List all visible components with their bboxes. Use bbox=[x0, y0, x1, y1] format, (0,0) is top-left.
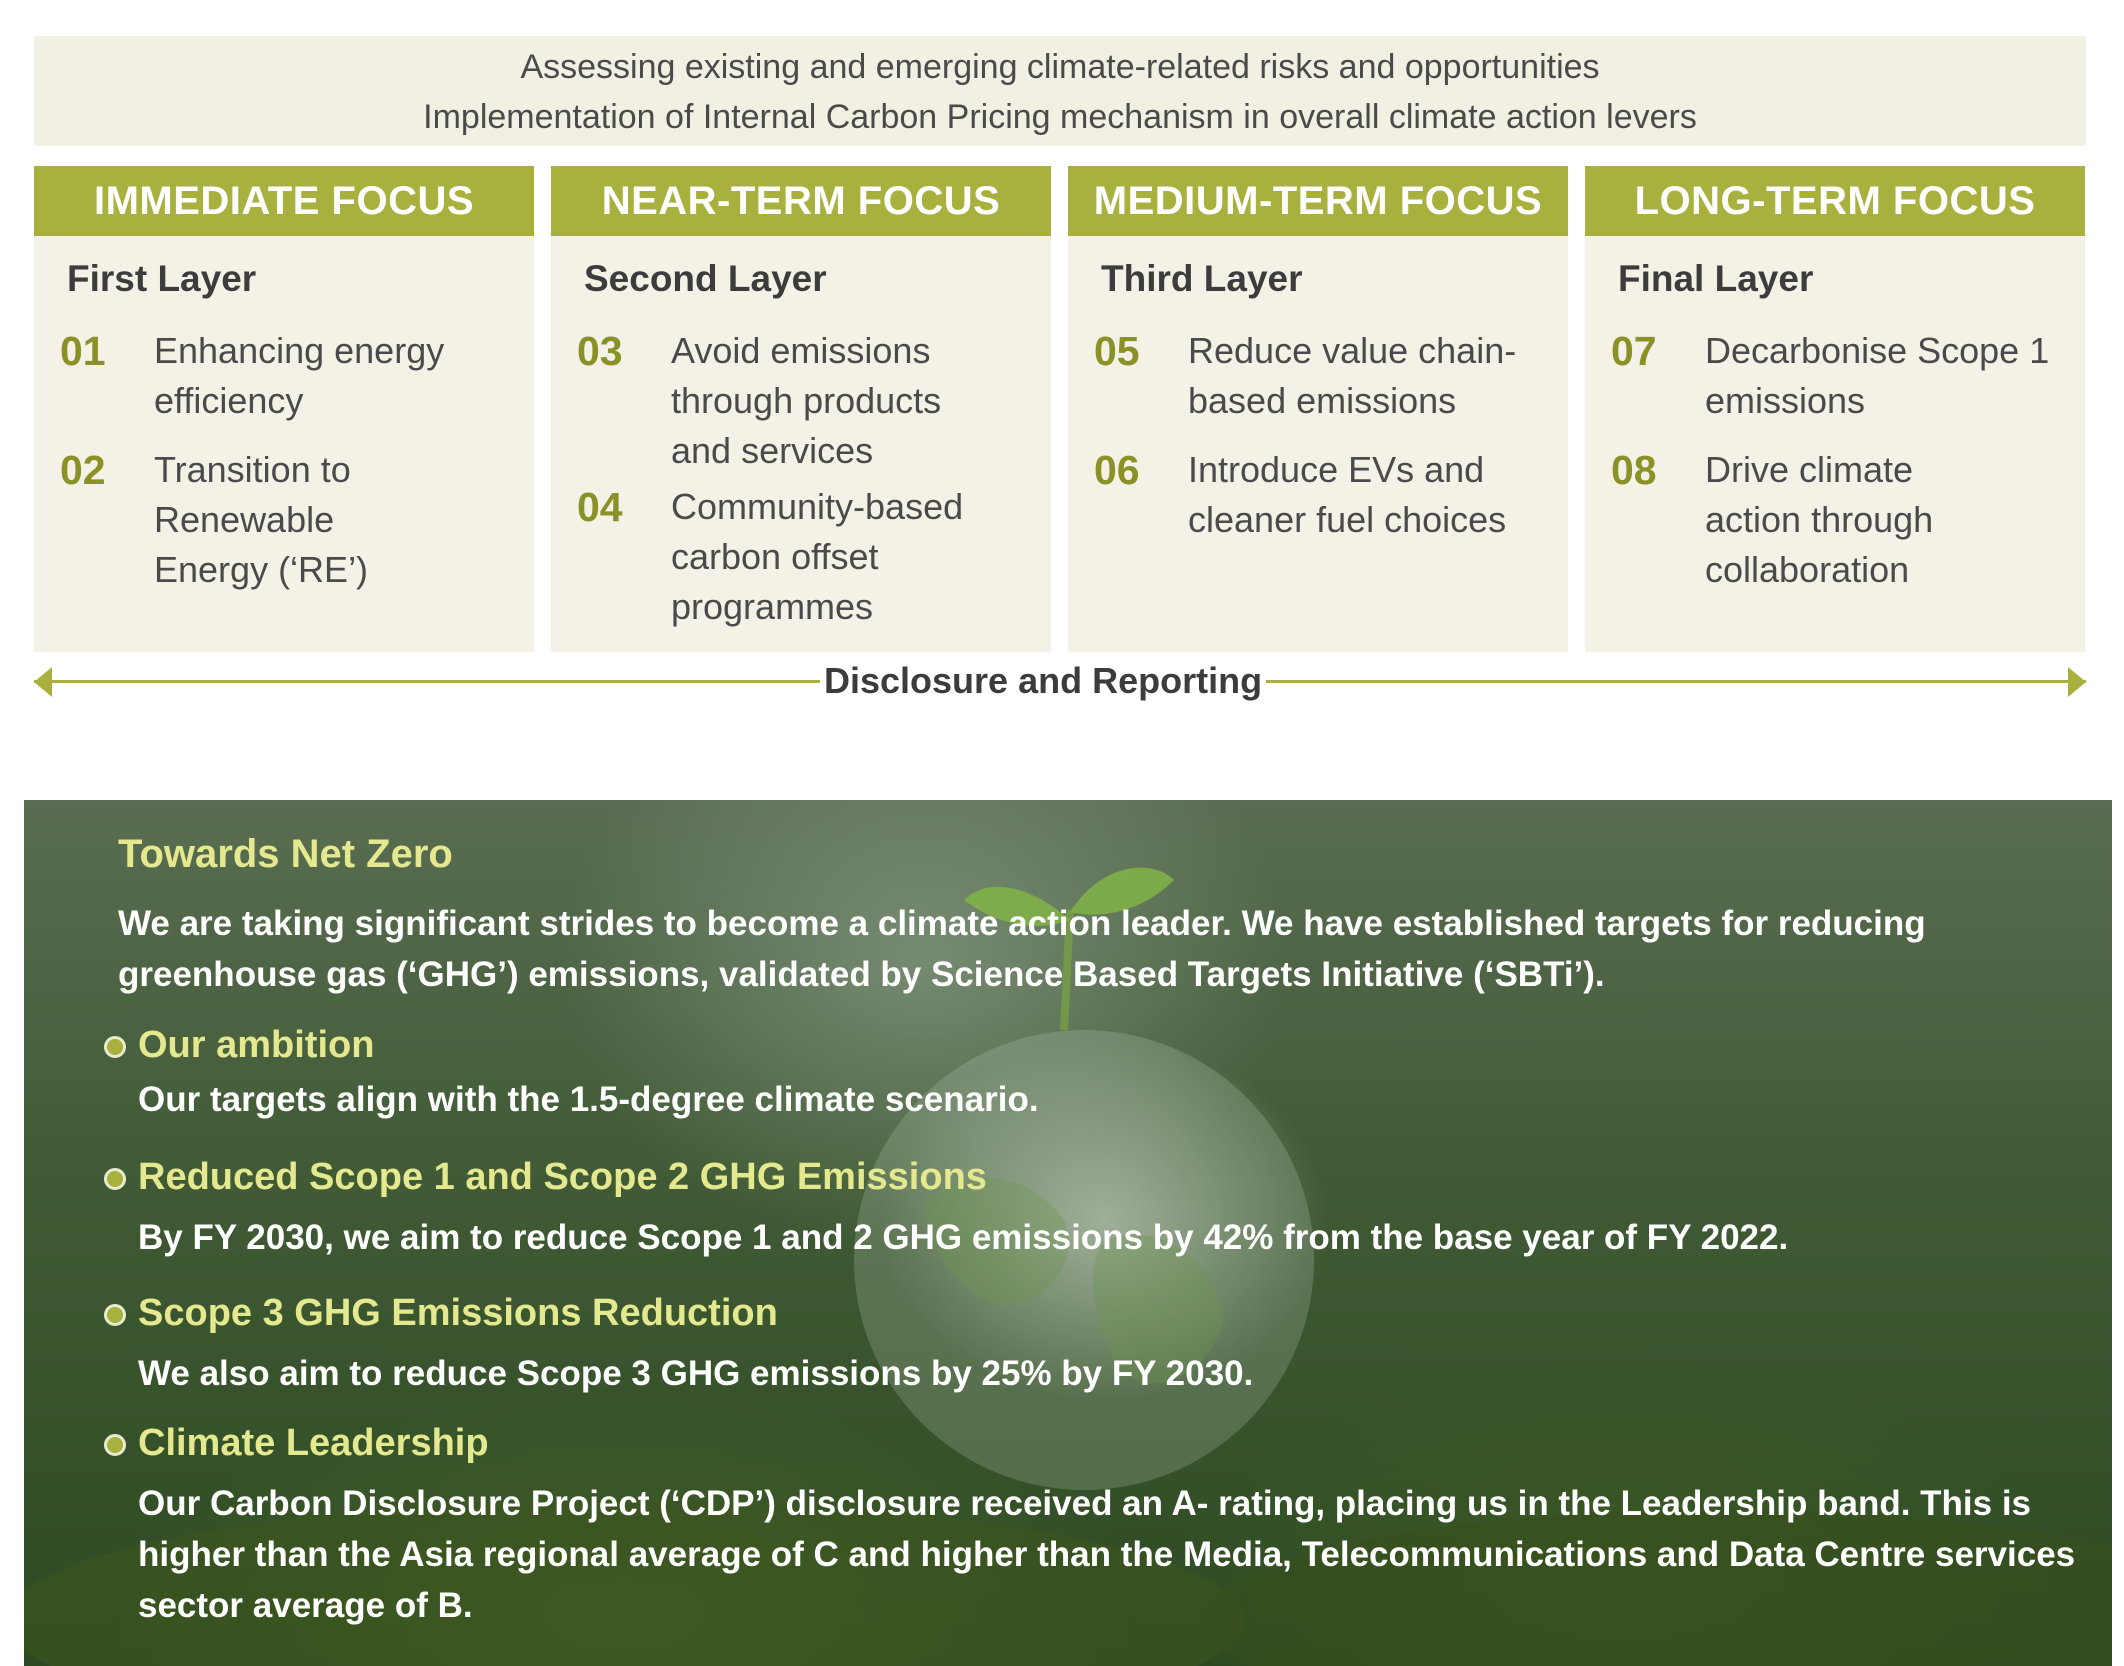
bullet-icon bbox=[104, 1434, 126, 1456]
item-number: 07 bbox=[1611, 328, 1657, 374]
focus-column-medium-term bbox=[1068, 166, 1568, 652]
column-body bbox=[1068, 236, 1568, 652]
item-number: 02 bbox=[60, 447, 106, 493]
item-text: Community-based carbon offset programmes bbox=[671, 486, 964, 627]
item-heading: Reduced Scope 1 and Scope 2 GHG Emissions bbox=[138, 1156, 987, 1198]
banner-line-1: Assessing existing and emerging climate-related risks and opportunities bbox=[520, 48, 1600, 86]
disclosure-label: Disclosure and Reporting bbox=[820, 656, 1266, 706]
column-heading: NEAR-TERM FOCUS bbox=[551, 166, 1051, 236]
item-number: 03 bbox=[577, 328, 623, 374]
column-body bbox=[1585, 236, 2085, 652]
focus-column-immediate bbox=[34, 166, 534, 652]
item-number: 04 bbox=[577, 484, 623, 530]
item-text: We also aim to reduce Scope 3 GHG emissions by 25% by FY 2030. bbox=[138, 1354, 1254, 1393]
item-heading: Scope 3 GHG Emissions Reduction bbox=[138, 1292, 778, 1334]
column-heading: LONG-TERM FOCUS bbox=[1585, 166, 2085, 236]
item-text: Transition to Renewable Energy (‘RE’) bbox=[154, 449, 369, 590]
item-heading: Climate Leadership bbox=[138, 1422, 489, 1464]
item-number: 01 bbox=[60, 328, 106, 374]
bullet-icon bbox=[104, 1036, 126, 1058]
item-text: Drive climate action through collaboration bbox=[1705, 449, 1934, 590]
item-text: Avoid emissions through products and services bbox=[671, 330, 942, 471]
layer-label: First Layer bbox=[67, 258, 257, 299]
item-text: Reduce value chain-based emissions bbox=[1188, 330, 1517, 421]
column-body bbox=[34, 236, 534, 652]
item-number: 08 bbox=[1611, 447, 1657, 493]
item-text: Introduce EVs and cleaner fuel choices bbox=[1188, 449, 1507, 540]
column-heading: IMMEDIATE FOCUS bbox=[34, 166, 534, 236]
item-text: Our Carbon Disclosure Project (‘CDP’) disclosure received an A- rating, placing us in the Leadership band. This is higher than the Asia regional average of C and higher than the Media, Telecommunications and Data Centre services sector average of B. bbox=[138, 1484, 2076, 1625]
item-text: By FY 2030, we aim to reduce Scope 1 and 2 GHG emissions by 42% from the base year of FY 2022. bbox=[138, 1218, 1789, 1257]
item-text: Enhancing energy efficiency bbox=[154, 330, 445, 421]
item-number: 06 bbox=[1094, 447, 1140, 493]
arrow-left-icon bbox=[34, 667, 52, 697]
net-zero-title: Towards Net Zero bbox=[118, 832, 453, 876]
strategy-banner bbox=[34, 36, 2086, 146]
item-text: Our targets align with the 1.5-degree climate scenario. bbox=[138, 1080, 1039, 1119]
net-zero-panel bbox=[24, 800, 2112, 1666]
arrow-right-icon bbox=[2068, 667, 2086, 697]
bullet-icon bbox=[104, 1304, 126, 1326]
item-heading: Our ambition bbox=[138, 1024, 375, 1066]
focus-column-long-term bbox=[1585, 166, 2085, 652]
layer-label: Final Layer bbox=[1618, 258, 1814, 299]
column-heading: MEDIUM-TERM FOCUS bbox=[1068, 166, 1568, 236]
layer-label: Second Layer bbox=[584, 258, 827, 299]
net-zero-intro: We are taking significant strides to become a climate action leader. We have established targets for reducing greenhouse gas (‘GHG’) emissions, validated by Science Based Targets Initiative (‘SBTi’). bbox=[118, 904, 1926, 994]
banner-line-2: Implementation of Internal Carbon Pricing mechanism in overall climate action levers bbox=[423, 98, 1697, 136]
bullet-icon bbox=[104, 1168, 126, 1190]
layer-label: Third Layer bbox=[1101, 258, 1303, 299]
focus-column-near-term bbox=[551, 166, 1051, 652]
column-body bbox=[551, 236, 1051, 652]
item-number: 05 bbox=[1094, 328, 1140, 374]
item-text: Decarbonise Scope 1 emissions bbox=[1705, 330, 2050, 421]
